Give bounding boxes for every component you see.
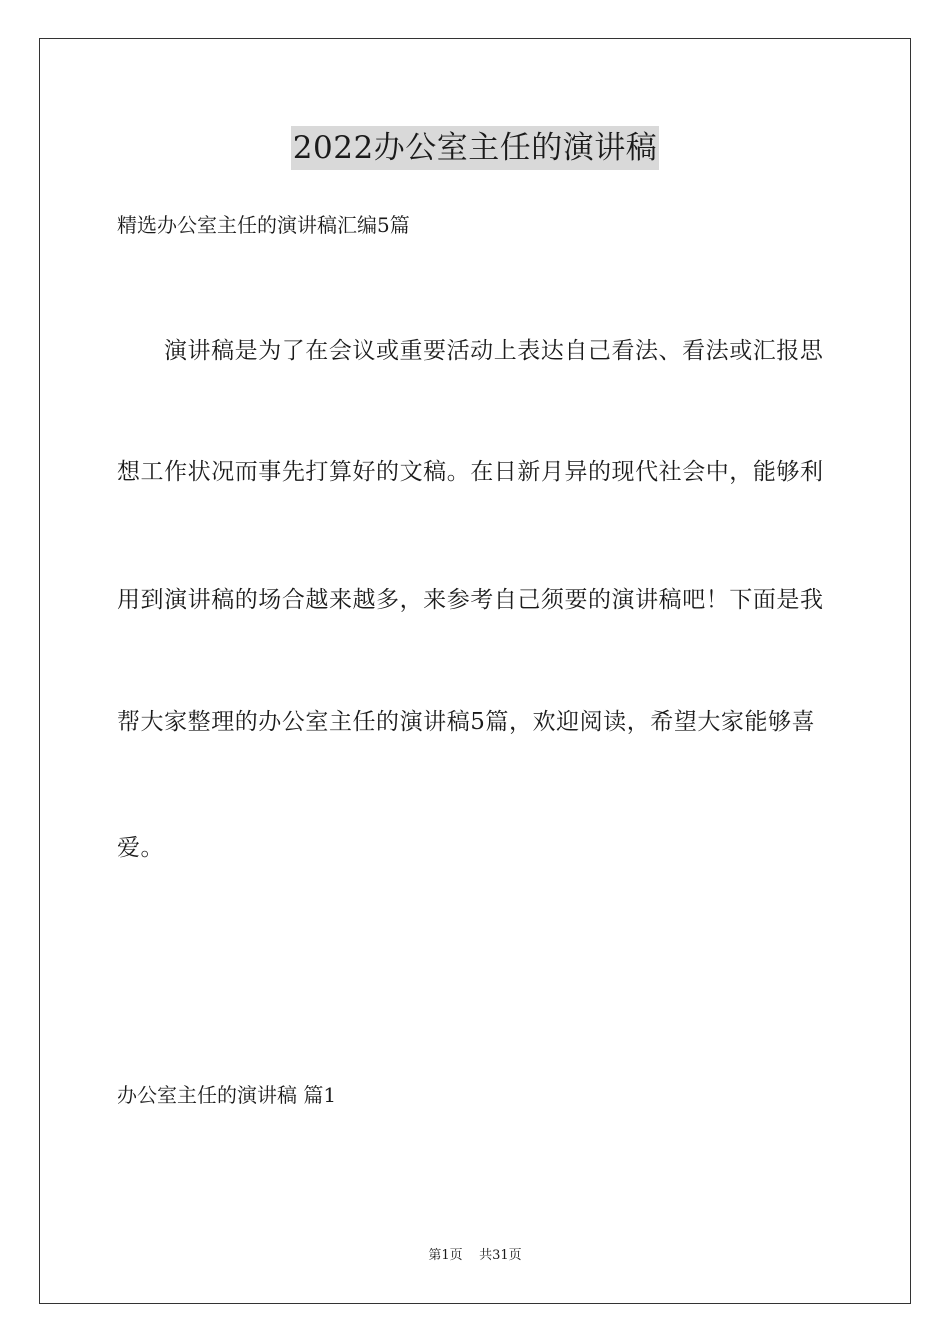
document-title: 2022办公室主任的演讲稿 [291,126,659,170]
page-footer [0,1246,950,1266]
document-subtitle: 精选办公室主任的演讲稿汇编5篇 [117,213,410,237]
paragraph-line: 想工作状况而事先打算好的文稿。在日新月异的现代社会中，能够利 [117,459,824,485]
paragraph-line: 帮大家整理的办公室主任的演讲稿5篇，欢迎阅读，希望大家能够喜 [117,709,816,735]
title-container [0,126,950,170]
paragraph-line: 用到演讲稿的场合越来越多，来参考自己须要的演讲稿吧！下面是我 [117,587,824,613]
section-heading: 办公室主任的演讲稿 篇1 [117,1083,337,1107]
paragraph-line: 演讲稿是为了在会议或重要活动上表达自己看法、看法或汇报思 [164,338,824,364]
page-number: 第1页 [428,1248,463,1263]
page-total: 共31页 [479,1248,522,1263]
paragraph-line: 爱。 [117,835,165,861]
